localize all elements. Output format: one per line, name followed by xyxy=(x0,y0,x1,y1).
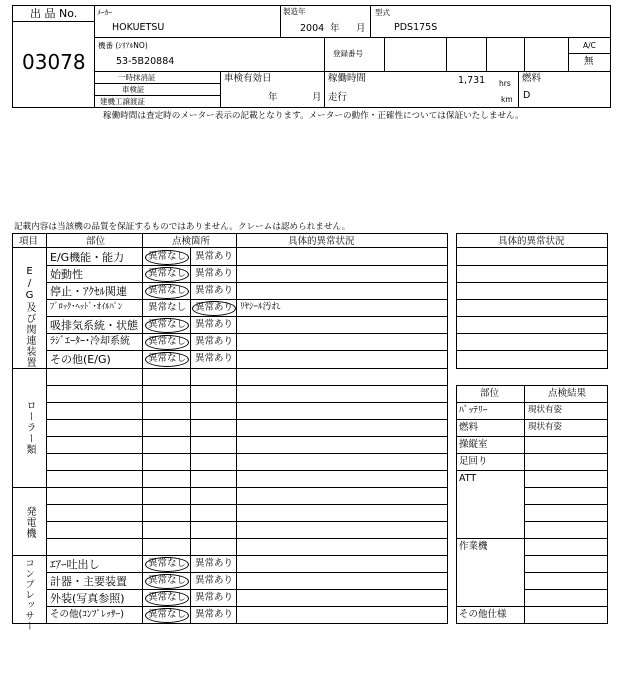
model-label: 型式 xyxy=(375,8,390,17)
col-item-header: 項目 xyxy=(19,236,39,247)
ok-label: 異常なし xyxy=(148,268,187,279)
model: PDS175S xyxy=(394,22,438,33)
ok-label: 異常なし xyxy=(148,592,187,603)
hours-label: 稼働時間 xyxy=(328,73,367,84)
trial-cert-label: 建機工譲渡証 xyxy=(100,97,145,106)
serial: 53-5B20884 xyxy=(116,56,175,67)
ok-label: 異常なし xyxy=(148,336,187,347)
ok-label: 異常なし xyxy=(148,251,187,262)
group-compressor: コンプレッサー xyxy=(23,558,34,632)
ng-label: 異常あり xyxy=(195,353,234,364)
inspection-expiry-label: 車検有効日 xyxy=(224,73,272,84)
eg-part-4: ﾌﾞﾛｯｸ･ﾍｯﾄﾞ･ｵｲﾙﾊﾟﾝ xyxy=(50,302,123,312)
eg-part-5: 吸排気系統・状態 xyxy=(50,319,138,332)
expiry-month-unit: 月 xyxy=(312,92,322,103)
ac-label: A/C xyxy=(583,41,596,50)
travel-label: 走行 xyxy=(328,92,348,103)
ng-label: 異常あり xyxy=(195,592,234,603)
expiry-year-unit: 年 xyxy=(268,92,278,103)
maker: HOKUETSU xyxy=(112,22,165,33)
result-part-1: ﾊﾞｯﾃﾘｰ xyxy=(459,405,488,416)
side-table-header: 具体的異常状況 xyxy=(498,236,565,247)
col-details-header: 具体的異常状況 xyxy=(288,236,355,247)
ng-label: 異常あり xyxy=(195,251,234,262)
ng-label: 異常あり xyxy=(195,558,234,569)
month-unit: 月 xyxy=(356,23,366,34)
result-value-2: 現状有姿 xyxy=(528,422,563,432)
maker-label: ﾒｰｶｰ xyxy=(97,8,112,17)
year-label: 製造年 xyxy=(283,7,306,16)
result-part-2: 燃料 xyxy=(459,422,479,433)
comp-part-3: 外装(写真参照) xyxy=(50,592,125,605)
ok-label: 異常なし xyxy=(148,609,187,620)
ng-label: 異常あり xyxy=(195,268,234,279)
inspection-cert-label: 車検証 xyxy=(122,85,145,94)
hours-disclaimer: 稼働時間は査定時のメーター表示の記載となります。メーターの動作・正確性については保証いたしません。 xyxy=(103,111,524,121)
result-value-1: 現状有姿 xyxy=(528,405,563,415)
eg-part-3: 停止・ｱｸｾﾙ関連 xyxy=(50,285,127,298)
result-part-4: 足回り xyxy=(459,456,488,467)
result-part-header: 部位 xyxy=(480,388,500,399)
eg-part-6: ﾗｼﾞｴｰﾀｰ･冷却系統 xyxy=(50,336,130,347)
ok-label: 異常なし xyxy=(148,319,187,330)
comp-part-2: 計器・主要装置 xyxy=(50,575,127,588)
group-generator: 発電機 xyxy=(24,506,35,539)
eg-part-1: E/G機能・能力 xyxy=(50,251,125,264)
ok-label: 異常なし xyxy=(148,285,187,296)
ng-label: 異常あり xyxy=(195,575,234,586)
result-result-header: 点検結果 xyxy=(548,388,587,399)
comp-part-1: ｴｱｰ吐出し xyxy=(50,558,100,571)
result-part-7: その他仕様 xyxy=(459,609,507,620)
eg-part-7: その他(E/G) xyxy=(50,353,111,366)
reg-label: 登録番号 xyxy=(333,49,363,58)
ng-label: 異常あり xyxy=(195,302,234,313)
fuel-value: D xyxy=(523,90,531,101)
col-part-header: 部位 xyxy=(86,236,106,247)
group-eg: E/G及び関連装置 xyxy=(24,266,35,368)
ok-label: 異常なし xyxy=(148,558,187,569)
year-unit: 年 xyxy=(330,23,340,34)
quality-disclaimer: 記載内容は当該機の品質を保証するものではありません。クレームは認められません。 xyxy=(14,222,351,232)
eg-detail-4: ﾘﾔｼｰﾙ汚れ xyxy=(240,302,281,312)
result-part-3: 操縦室 xyxy=(459,439,488,450)
comp-part-4: その他(ｺﾝﾌﾟﾚｯｻｰ) xyxy=(50,609,124,620)
result-part-5: ATT xyxy=(459,473,477,484)
ok-label: 異常なし xyxy=(148,302,187,313)
fuel-label: 燃料 xyxy=(522,73,542,84)
item-no: 03078 xyxy=(22,50,86,74)
group-roller: ローラー類 xyxy=(24,400,35,455)
eg-part-2: 始動性 xyxy=(50,268,83,281)
ng-label: 異常あり xyxy=(195,609,234,620)
travel-unit: km xyxy=(501,95,513,104)
hours-value: 1,731 xyxy=(458,75,486,86)
temp-cert-label: 一時抹消証 xyxy=(118,73,156,82)
hours-unit: hrs xyxy=(499,79,511,88)
year-value: 2004 xyxy=(300,23,325,34)
ac-value: 無 xyxy=(584,56,594,67)
ng-label: 異常あり xyxy=(195,336,234,347)
item-no-label: 出 品 No. xyxy=(30,7,78,20)
ok-label: 異常なし xyxy=(148,575,187,586)
ng-label: 異常あり xyxy=(195,319,234,330)
serial-label: 機番 (ｼﾘｱﾙNO) xyxy=(98,41,148,50)
ok-label: 異常なし xyxy=(148,353,187,364)
result-part-6: 作業機 xyxy=(459,541,488,552)
ng-label: 異常あり xyxy=(195,285,234,296)
col-check-header: 点検箇所 xyxy=(172,236,211,247)
